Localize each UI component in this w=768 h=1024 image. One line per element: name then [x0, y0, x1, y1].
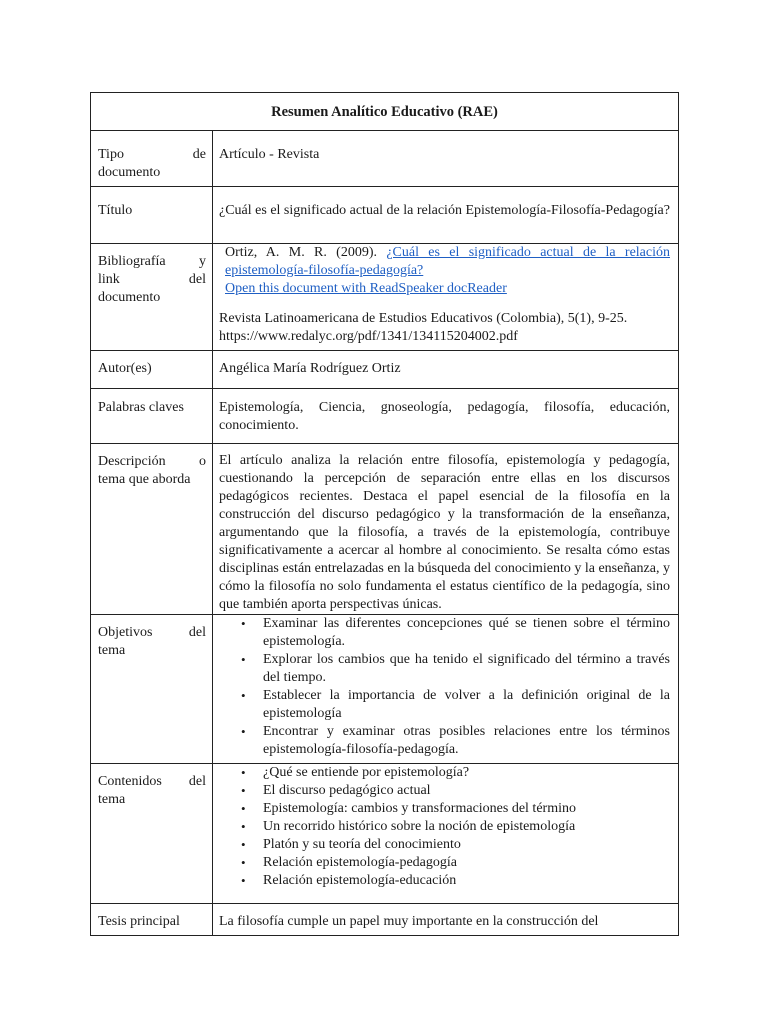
objetivos-list	[213, 615, 670, 759]
bullet-icon: •	[241, 765, 246, 780]
list-item: • Un recorrido histórico sobre la noción de epistemología	[241, 819, 576, 834]
bullet-icon: •	[241, 801, 246, 816]
value-descripcion: El artículo analiza la relación entre filosofía, epistemología y pedagogía, cuestionando la percepción de separación entre ellas en los discursos pedagógicos recientes. Destaca el papel esencial de la filosofía en la construcción del discurso pedagógico y la transformación de la enseñanza, argumentando que la filosofía, a través de la epistemología, contribuye significativamente a acercar al hombre al conocimiento. Se resalta cómo estas disciplinas están entrelazadas en la búsqueda del conocimiento y la enseñanza, y cómo la filosofía no solo fundamenta el estatus científico de la pedagogía, sino que también aporta perspectivas únicas.	[213, 444, 679, 615]
label-obj-word2: del	[188, 625, 206, 640]
label-contenidos: Contenidos del tema	[91, 764, 213, 904]
article-title-link[interactable]: ¿Cuál es el significado actual de la relación epistemología-filosofía-pedagogía?	[225, 245, 670, 278]
label-bibliografia	[91, 244, 213, 351]
table-title-row	[91, 93, 679, 131]
label-bib-word2: y	[199, 254, 206, 269]
row-palabras	[91, 389, 679, 444]
contenidos-list	[213, 764, 670, 890]
list-item: • Platón y su teoría del conocimiento	[241, 837, 461, 852]
value-bibliografia	[213, 244, 679, 351]
rae-table	[90, 92, 679, 936]
label-bib-word1: Bibliografía	[98, 254, 166, 269]
label-bib-word5: documento	[98, 290, 161, 305]
value-objetivos	[213, 615, 679, 764]
table-title: Resumen Analítico Educativo (RAE)	[91, 93, 679, 131]
label-tipo	[91, 131, 213, 187]
label-tipo-word2: de	[192, 147, 206, 162]
bullet-icon: •	[241, 873, 246, 888]
row-bibliografia	[91, 244, 679, 351]
bullet-icon: •	[241, 837, 246, 852]
label-palabras: Palabras claves	[91, 389, 213, 444]
list-item: • Relación epistemología-educación	[241, 873, 457, 888]
label-titulo: Título	[91, 187, 213, 244]
label-tesis: Tesis principal	[91, 904, 213, 936]
bullet-icon: •	[241, 616, 246, 631]
label-bib-word3: link	[98, 272, 120, 287]
value-palabras: Epistemología, Ciencia, gnoseología, pedagogía, filosofía, educación, conocimiento.	[213, 389, 679, 444]
list-item: • Encontrar y examinar otras posibles relaciones entre los términos epistemología-filosofía-pedagogía.	[241, 724, 670, 757]
label-desc-word1: Descripción	[98, 454, 166, 469]
label-bib-word4: del	[188, 272, 206, 287]
label-tipo-word3: documento	[98, 165, 161, 180]
bullet-icon: •	[241, 819, 246, 834]
label-obj-word1: Objetivos	[98, 625, 153, 640]
row-descripcion	[91, 444, 679, 615]
list-item: • Explorar los cambios que ha tenido el significado del término a través del tiempo.	[241, 652, 670, 685]
list-item: • Relación epistemología-pedagogía	[241, 855, 457, 870]
readspeaker-link[interactable]: Open this document with ReadSpeaker docReader	[225, 281, 507, 296]
list-item: • Examinar las diferentes concepciones qué se tienen sobre el término epistemología.	[241, 616, 670, 649]
label-descripcion	[91, 444, 213, 615]
list-item: • Epistemología: cambios y transformaciones del término	[241, 801, 576, 816]
journal-text: Revista Latinoamericana de Estudios Educativos (Colombia), 5(1), 9-25.	[219, 311, 628, 326]
citation-block	[225, 244, 670, 280]
list-item: • ¿Qué se entiende por epistemología?	[241, 765, 470, 780]
value-titulo: ¿Cuál es el significado actual de la relación Epistemología-Filosofía-Pedagogía?	[213, 187, 679, 244]
bullet-icon: •	[241, 783, 246, 798]
bullet-icon: •	[241, 724, 246, 739]
label-objetivos	[91, 615, 213, 764]
row-objetivos	[91, 615, 679, 764]
label-obj-word3: tema	[98, 643, 126, 658]
value-tesis: La filosofía cumple un papel muy importante en la construcción del	[213, 904, 679, 936]
bullet-icon: •	[241, 688, 246, 703]
value-tipo: Artículo - Revista	[213, 131, 679, 187]
row-tipo	[91, 131, 679, 187]
document-url: https://www.redalyc.org/pdf/1341/134115204002.pdf	[219, 329, 518, 344]
list-item: • El discurso pedagógico actual	[241, 783, 431, 798]
label-desc-word3: tema que aborda	[98, 472, 191, 487]
list-item: • Establecer la importancia de volver a la definición original de la epistemología	[241, 688, 670, 721]
rae-document	[90, 92, 678, 936]
row-titulo	[91, 187, 679, 244]
row-contenidos	[91, 764, 679, 904]
bullet-icon: •	[241, 855, 246, 870]
bullet-icon: •	[241, 652, 246, 667]
citation-prefix: Ortiz, A. M. R. (2009).	[225, 245, 387, 260]
label-autor: Autor(es)	[91, 351, 213, 389]
label-tipo-word1: Tipo	[98, 147, 124, 162]
row-autor	[91, 351, 679, 389]
value-contenidos	[213, 764, 679, 904]
label-desc-word2: o	[199, 454, 206, 469]
row-tesis	[91, 904, 679, 936]
value-autor: Angélica María Rodríguez Ortiz	[213, 351, 679, 389]
